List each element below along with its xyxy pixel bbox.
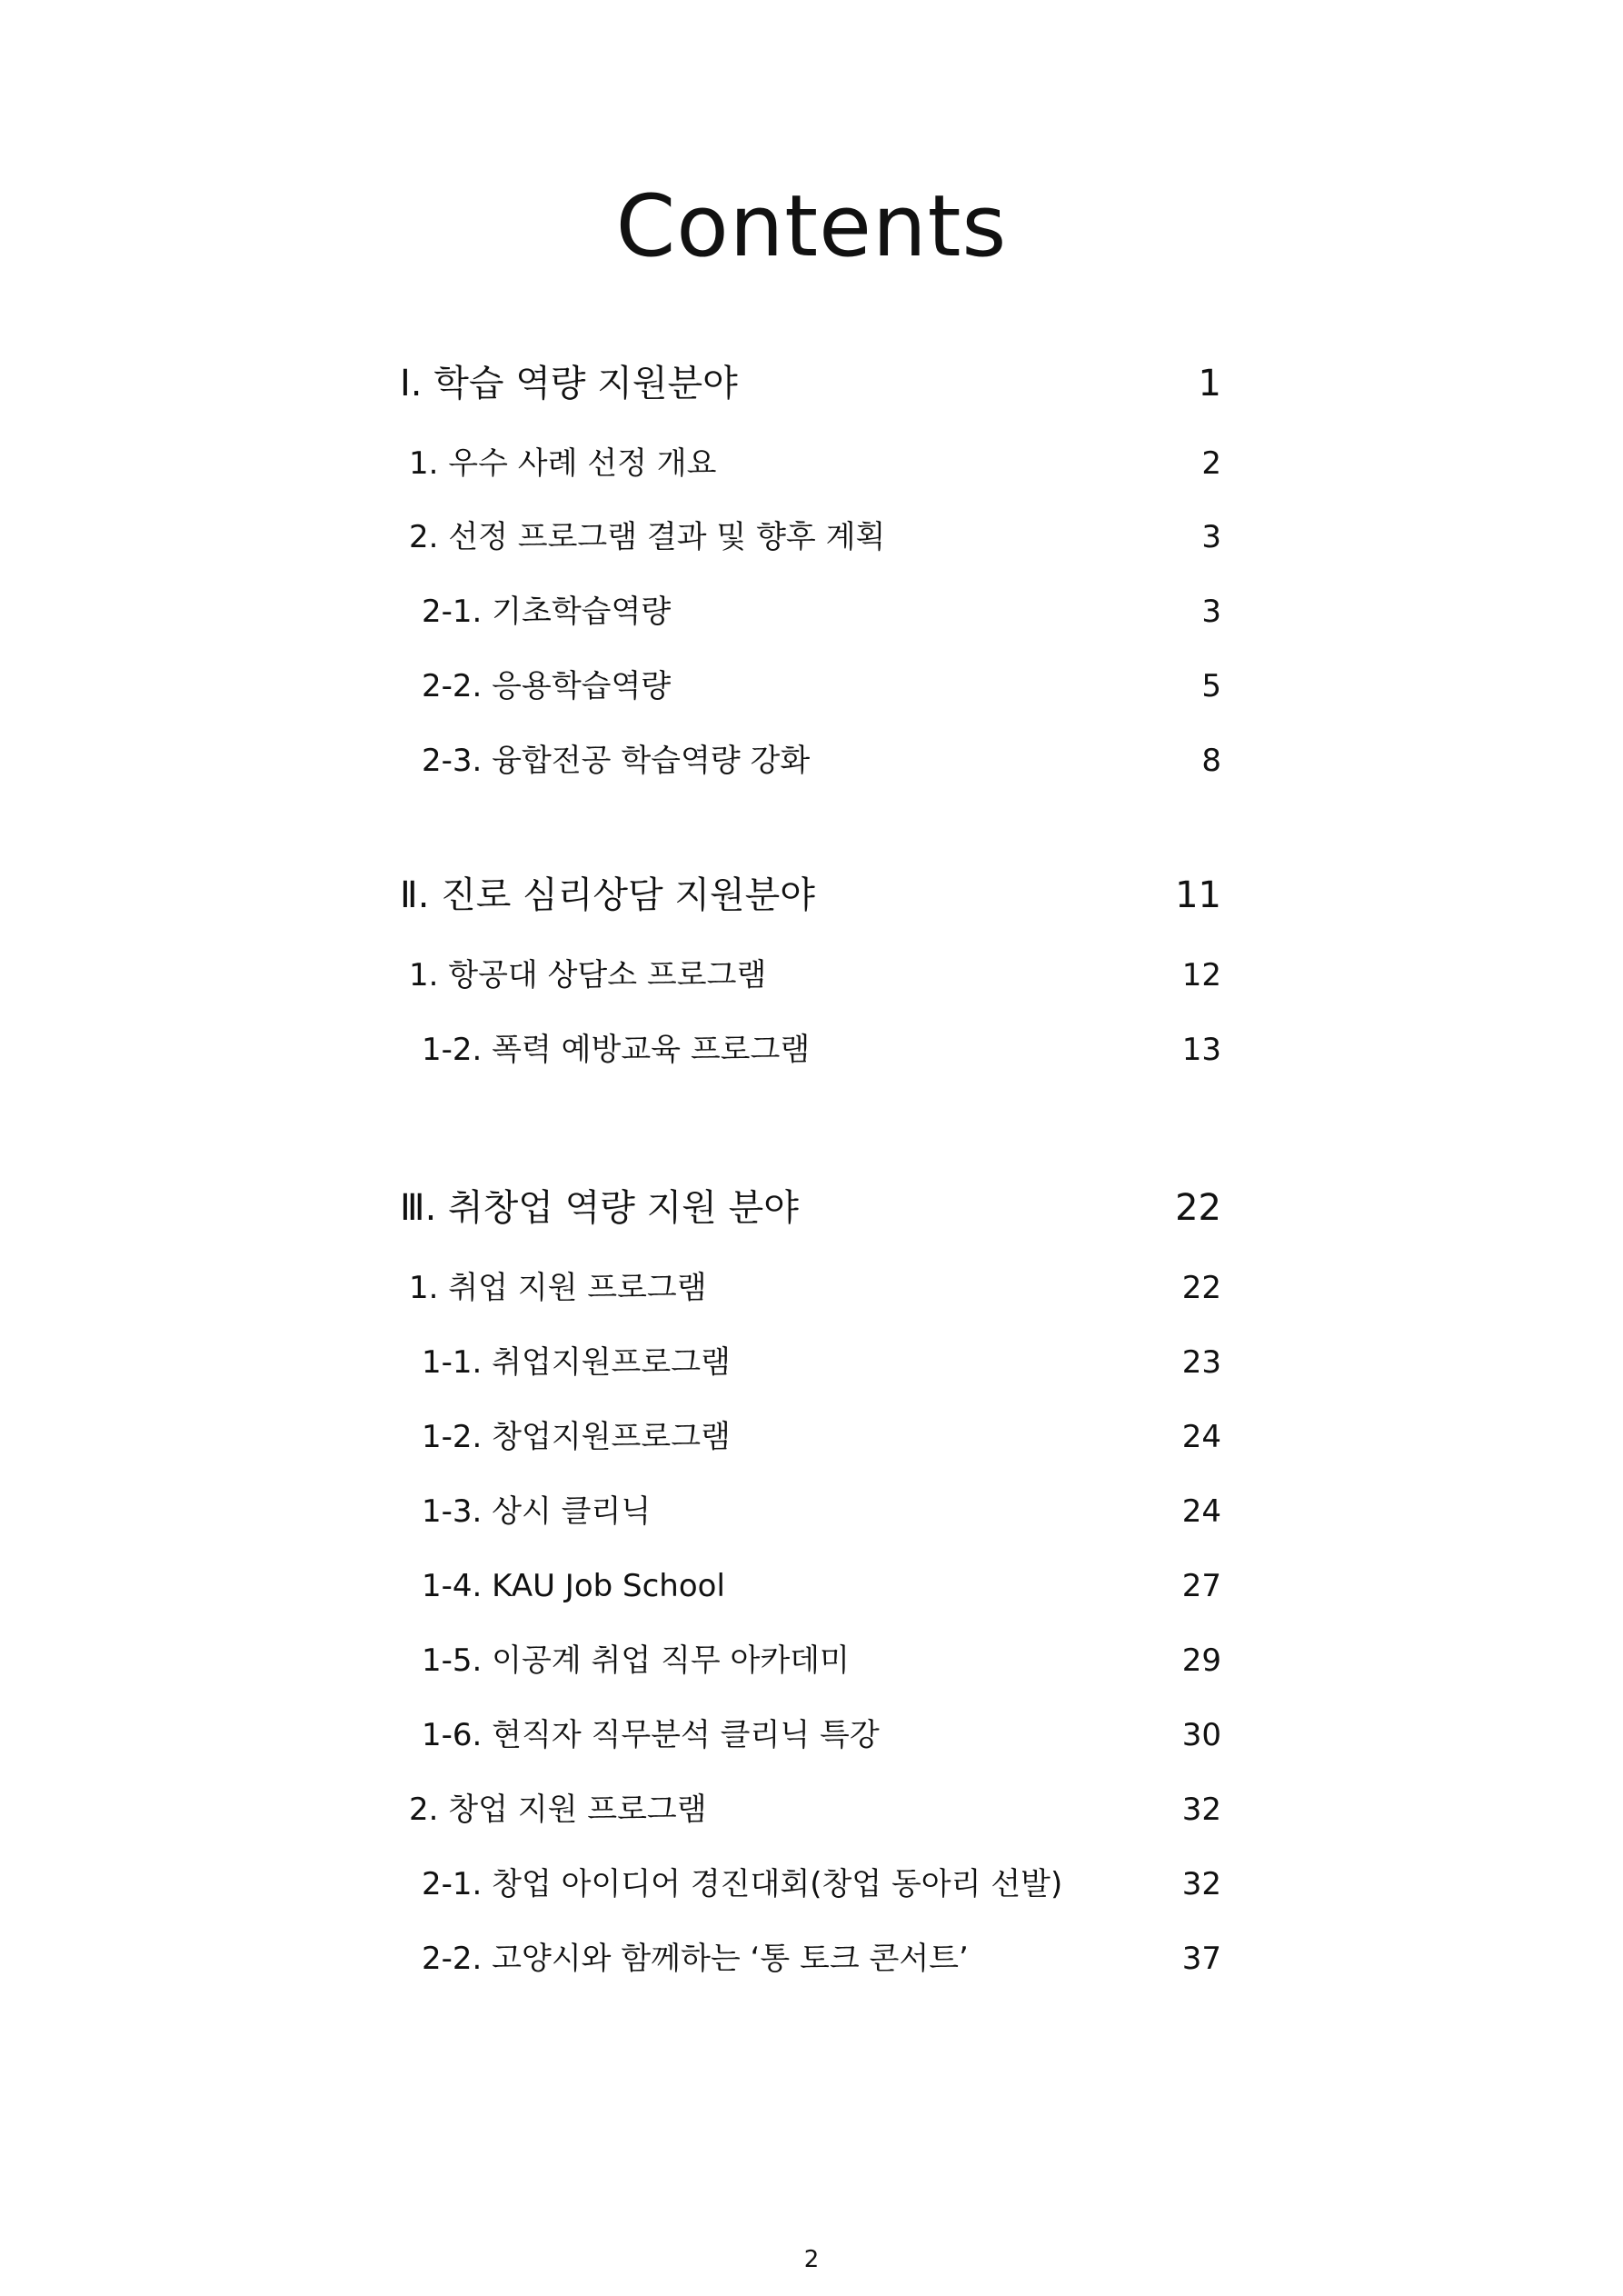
toc-item (0, 1335, 1623, 1390)
toc-item (0, 1261, 1623, 1315)
toc-item-page: 23 (1181, 1344, 1221, 1381)
toc-item-page: 30 (1181, 1717, 1221, 1753)
toc-item-page: 24 (1181, 1493, 1221, 1530)
toc-item-page: 37 (1181, 1941, 1221, 1977)
toc-item-page: 12 (1181, 957, 1221, 993)
toc-item (0, 1410, 1623, 1464)
page-title: Contents (615, 177, 1008, 276)
toc-section-label: Ⅰ. 학습 역량 지원분야 (400, 363, 738, 404)
toc-item (0, 1782, 1623, 1837)
toc-item (0, 1484, 1623, 1539)
toc-item (0, 1708, 1623, 1762)
toc-item-page: 13 (1181, 1032, 1221, 1068)
toc-item-label: 1-1. 취업지원프로그램 (422, 1344, 731, 1381)
toc-item-page: 5 (1201, 668, 1221, 704)
toc-item-label: 1-6. 현직자 직무분석 클리닉 특강 (422, 1717, 880, 1753)
toc-item (0, 734, 1623, 788)
toc-item (0, 659, 1623, 714)
toc-item-page: 29 (1181, 1642, 1221, 1679)
toc-item-label: 1-4. KAU Job School (422, 1568, 725, 1604)
toc-item-label: 2-1. 창업 아이디어 경진대회(창업 동아리 선발) (422, 1866, 1063, 1902)
toc-item-page: 32 (1181, 1792, 1221, 1828)
toc-item-label: 2-3. 융합전공 학습역량 강화 (422, 743, 811, 779)
toc-item (0, 510, 1623, 564)
toc-item (0, 584, 1623, 639)
toc-item-page: 8 (1201, 743, 1221, 779)
toc-item-page: 27 (1181, 1568, 1221, 1604)
toc-item-page: 2 (1201, 445, 1221, 482)
toc-item (0, 948, 1623, 1003)
toc-item-label: 1-2. 창업지원프로그램 (422, 1419, 731, 1455)
toc-item-label: 1-3. 상시 클리닉 (422, 1493, 652, 1530)
toc-section-page: 11 (1175, 874, 1221, 916)
toc-item-label: 1-5. 이공계 취업 직무 아카데미 (422, 1642, 850, 1679)
toc-section-page: 22 (1175, 1187, 1221, 1229)
toc-item (0, 1559, 1623, 1613)
toc-item-label: 1. 우수 사례 선정 개요 (409, 445, 717, 482)
toc-item (0, 1932, 1623, 1986)
toc-item-page: 32 (1181, 1866, 1221, 1902)
toc-item-label: 1. 항공대 상담소 프로그램 (409, 957, 767, 993)
toc-item-label: 1-2. 폭력 예방교육 프로그램 (422, 1032, 811, 1068)
toc-item-page: 3 (1201, 594, 1221, 630)
page-number: 2 (803, 2246, 820, 2273)
toc-item-label: 1. 취업 지원 프로그램 (409, 1270, 707, 1306)
toc-section (0, 868, 1623, 923)
toc-item-label: 2-2. 응용학습역량 (422, 668, 672, 704)
toc-item-page: 3 (1201, 519, 1221, 555)
toc-item (0, 1857, 1623, 1912)
toc-section-page: 1 (1198, 363, 1221, 404)
toc-section (0, 1181, 1623, 1235)
toc-section (0, 356, 1623, 411)
toc-section-label: Ⅲ. 취창업 역량 지원 분야 (400, 1187, 799, 1229)
toc-item-label: 2-2. 고양시와 함께하는 ‘통 토크 콘서트’ (422, 1941, 969, 1977)
toc-item-label: 2. 선정 프로그램 결과 및 향후 계획 (409, 519, 886, 555)
toc-section-label: Ⅱ. 진로 심리상담 지원분야 (400, 874, 815, 916)
toc-item-page: 24 (1181, 1419, 1221, 1455)
toc-item-label: 2-1. 기초학습역량 (422, 594, 672, 630)
toc-item-page: 22 (1181, 1270, 1221, 1306)
toc-item (0, 1633, 1623, 1688)
toc-item (0, 436, 1623, 491)
toc-item-label: 2. 창업 지원 프로그램 (409, 1792, 707, 1828)
toc-item (0, 1023, 1623, 1077)
